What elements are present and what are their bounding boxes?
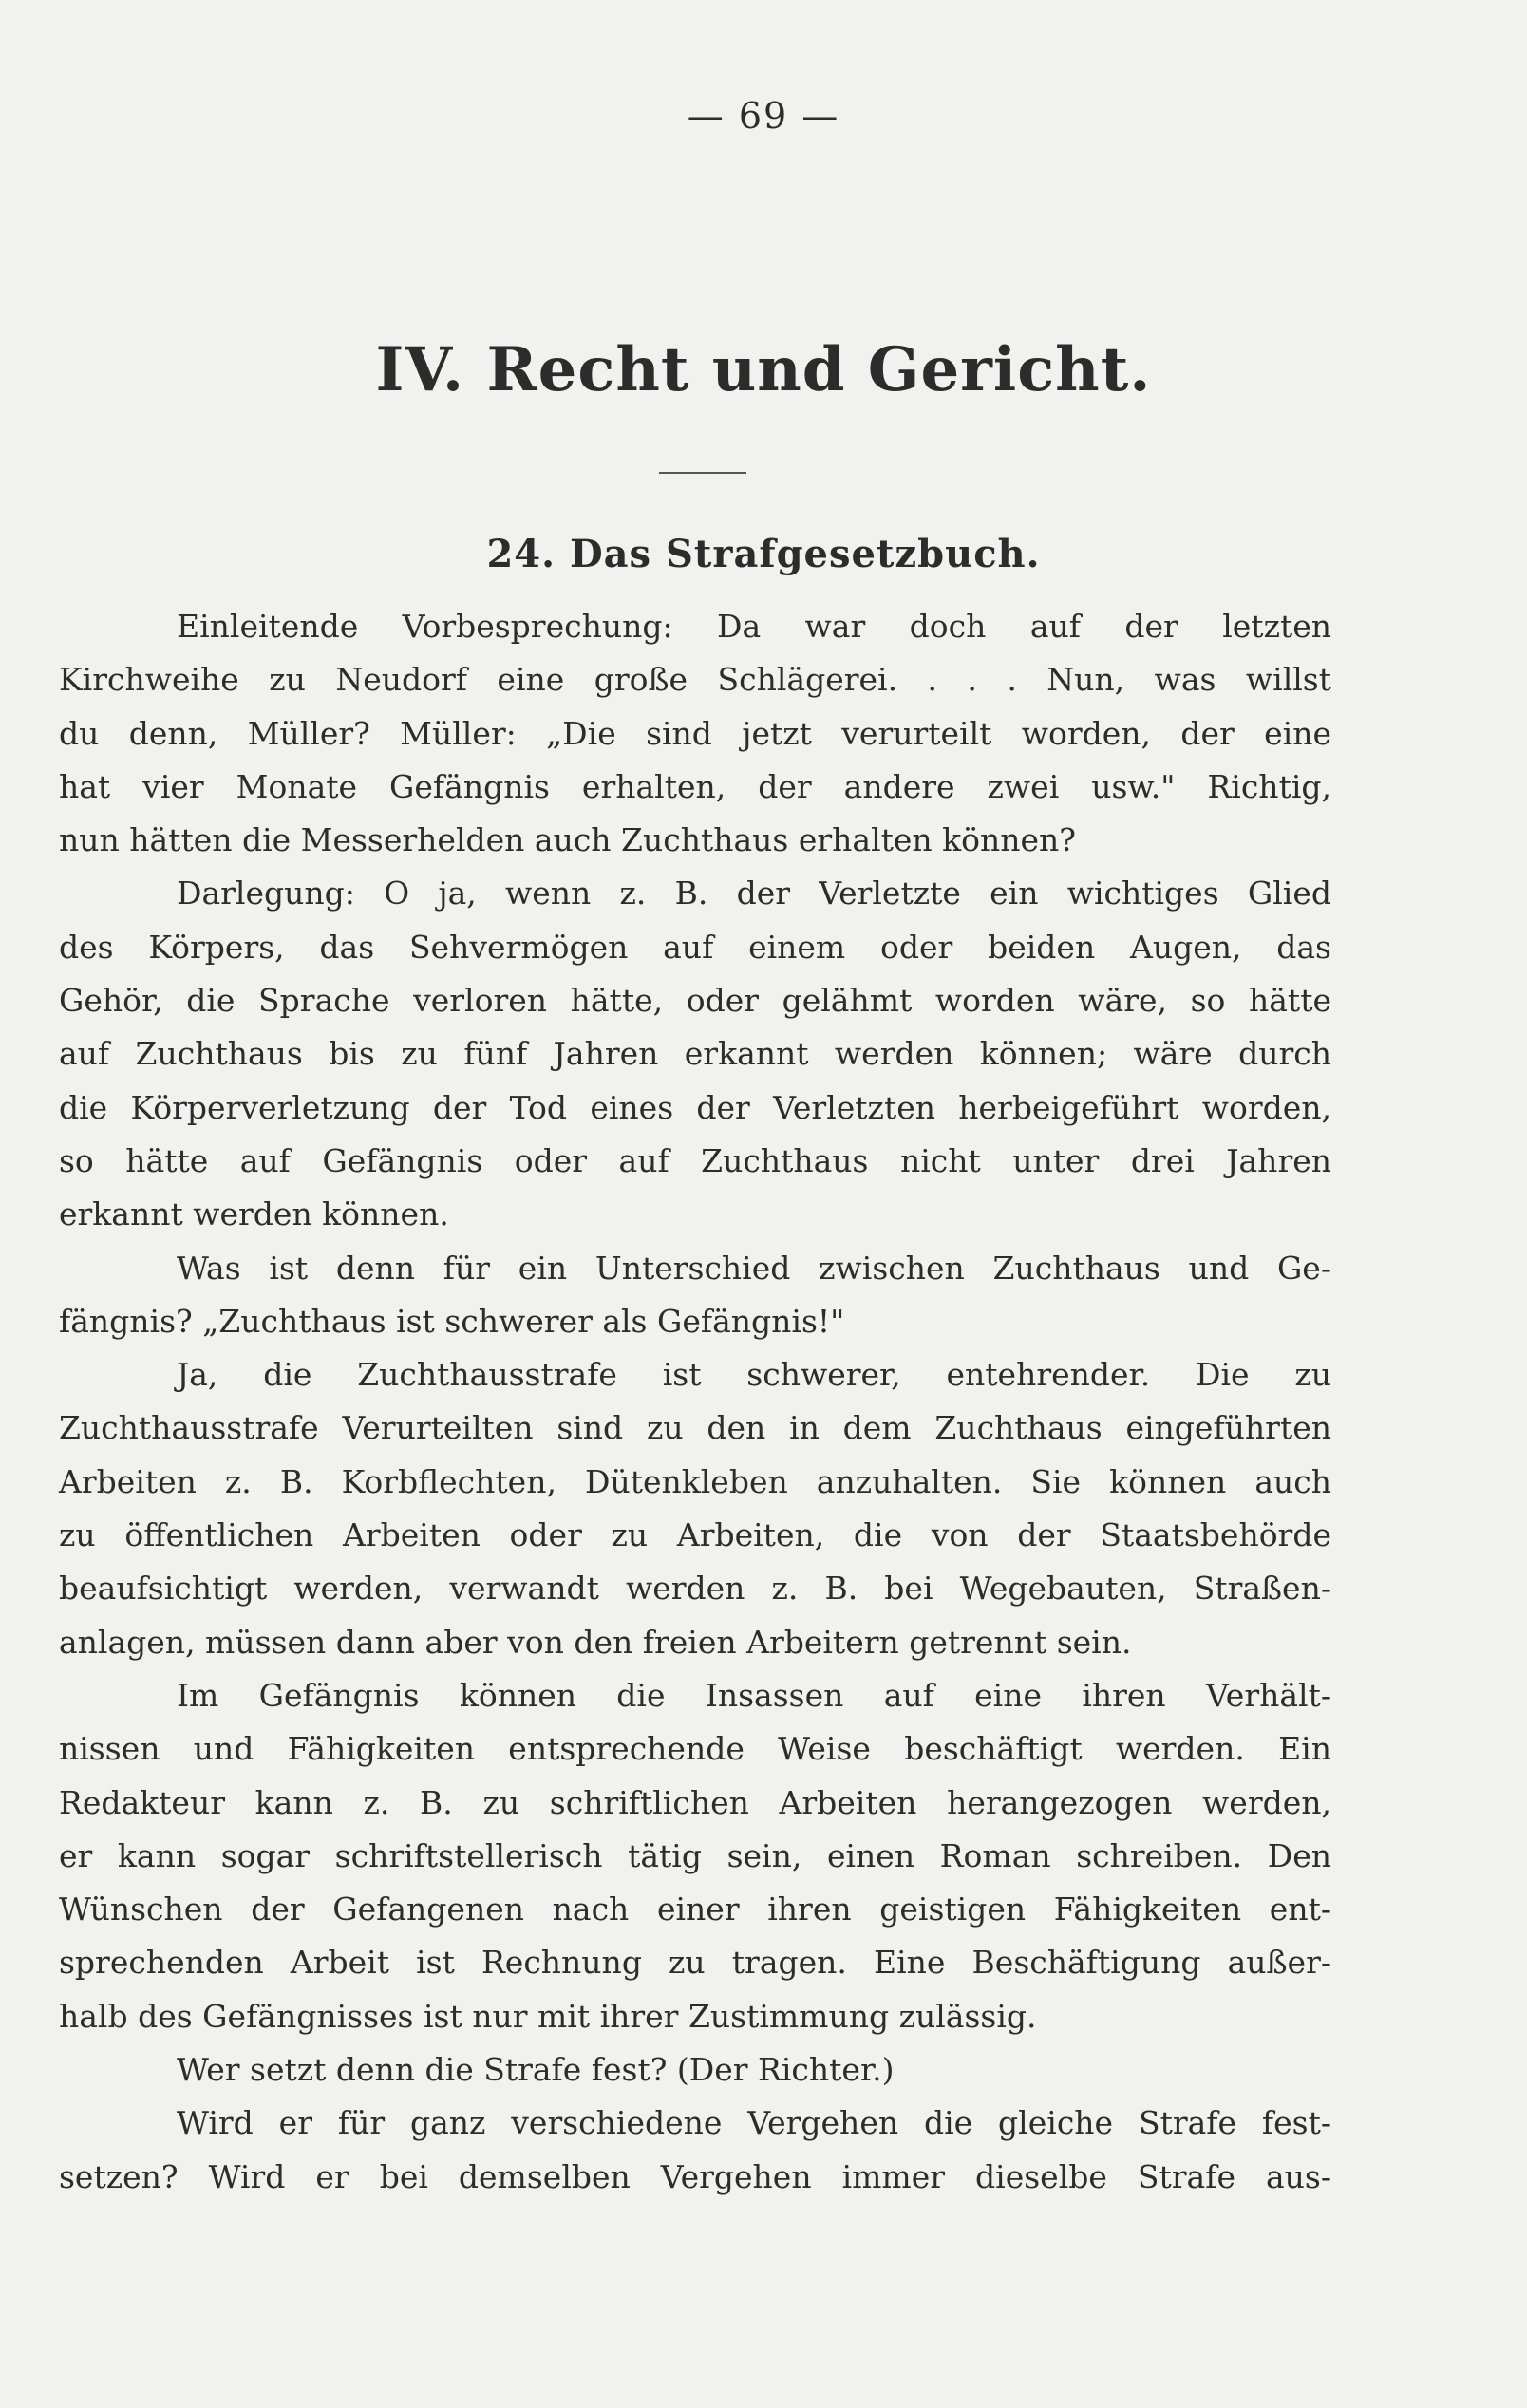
text-line: Wünschen der Gefangenen nach einer ihren geistigen Fähigkeiten ent- — [59, 1891, 1331, 1928]
text-line: erkannt werden können. — [59, 1195, 449, 1233]
text-line: nun hätten die Messerhelden auch Zuchthaus erhalten können? — [59, 821, 1077, 859]
text-line: du denn, Müller? Müller: „Die sind jetzt verurteilt worden, der eine — [59, 714, 1331, 752]
text-line: Wird er für ganz verschiedene Vergehen die gleiche Strafe fest- — [177, 2104, 1331, 2142]
text-line: halb des Gefängnisses ist nur mit ihrer Zustimmung zulässig. — [59, 1997, 1037, 2035]
text-line: hat vier Monate Gefängnis erhalten, der andere zwei usw." Richtig, — [59, 767, 1331, 805]
text-line: Kirchweihe zu Neudorf eine große Schlägerei. . . . Nun, was willst — [59, 661, 1331, 699]
text-line: Was ist denn für ein Unterschied zwischen Zuchthaus und Ge- — [177, 1249, 1331, 1287]
text-line: nissen und Fähigkeiten entsprechende Weise beschäftigt werden. Ein — [59, 1730, 1331, 1768]
section-title: 24. Das Strafgesetzbuch. — [486, 532, 1041, 576]
text-line: zu öffentlichen Arbeiten oder zu Arbeiten, die von der Staatsbehörde — [59, 1516, 1331, 1554]
text-line: Ja, die Zuchthausstrafe ist schwerer, entehrender. Die zu — [177, 1356, 1331, 1394]
text-line: Im Gefängnis können die Insassen auf eine ihren Verhält- — [177, 1676, 1331, 1714]
text-line: Arbeiten z. B. Korbflechten, Dütenkleben anzuhalten. Sie können auch — [59, 1462, 1331, 1500]
text-line: Einleitende Vorbesprechung: Da war doch auf der letzten — [177, 608, 1331, 645]
text-line: auf Zuchthaus bis zu fünf Jahren erkannt werden können; wäre durch — [59, 1035, 1331, 1073]
text-line: fängnis? „Zuchthaus ist schwerer als Gefängnis!" — [59, 1302, 845, 1340]
text-line: Wer setzt denn die Strafe fest? (Der Richter.) — [177, 2051, 895, 2089]
text-line: Darlegung: O ja, wenn z. B. der Verletzte ein wichtiges Glied — [177, 875, 1331, 912]
title-divider — [659, 472, 746, 474]
text-line: Zuchthausstrafe Verurteilten sind zu den in dem Zuchthaus eingeführten — [59, 1409, 1331, 1447]
body-text — [59, 600, 1331, 2204]
text-line: die Körperverletzung der Tod eines der Verletzten herbeigeführt worden, — [59, 1088, 1331, 1126]
text-line: beaufsichtigt werden, verwandt werden z. B. bei Wegebauten, Straßen- — [59, 1570, 1331, 1608]
text-line: er kann sogar schriftstellerisch tätig sein, einen Roman schreiben. Den — [59, 1836, 1331, 1874]
text-line: anlagen, müssen dann aber von den freien Arbeitern getrennt sein. — [59, 1623, 1132, 1661]
page-number: — 69 — — [687, 95, 840, 137]
chapter-title: IV. Recht und Gericht. — [375, 334, 1152, 405]
text-line: so hätte auf Gefängnis oder auf Zuchthaus nicht unter drei Jahren — [59, 1141, 1331, 1179]
text-line: sprechenden Arbeit ist Rechnung zu tragen. Eine Beschäftigung außer- — [59, 1944, 1331, 1982]
text-line: des Körpers, das Sehvermögen auf einem oder beiden Augen, das — [59, 928, 1331, 966]
text-line: Redakteur kann z. B. zu schriftlichen Arbeiten herangezogen werden, — [59, 1783, 1331, 1821]
text-line: setzen? Wird er bei demselben Vergehen immer dieselbe Strafe aus- — [59, 2157, 1331, 2195]
text-line: Gehör, die Sprache verloren hätte, oder gelähmt worden wäre, so hätte — [59, 982, 1331, 1020]
